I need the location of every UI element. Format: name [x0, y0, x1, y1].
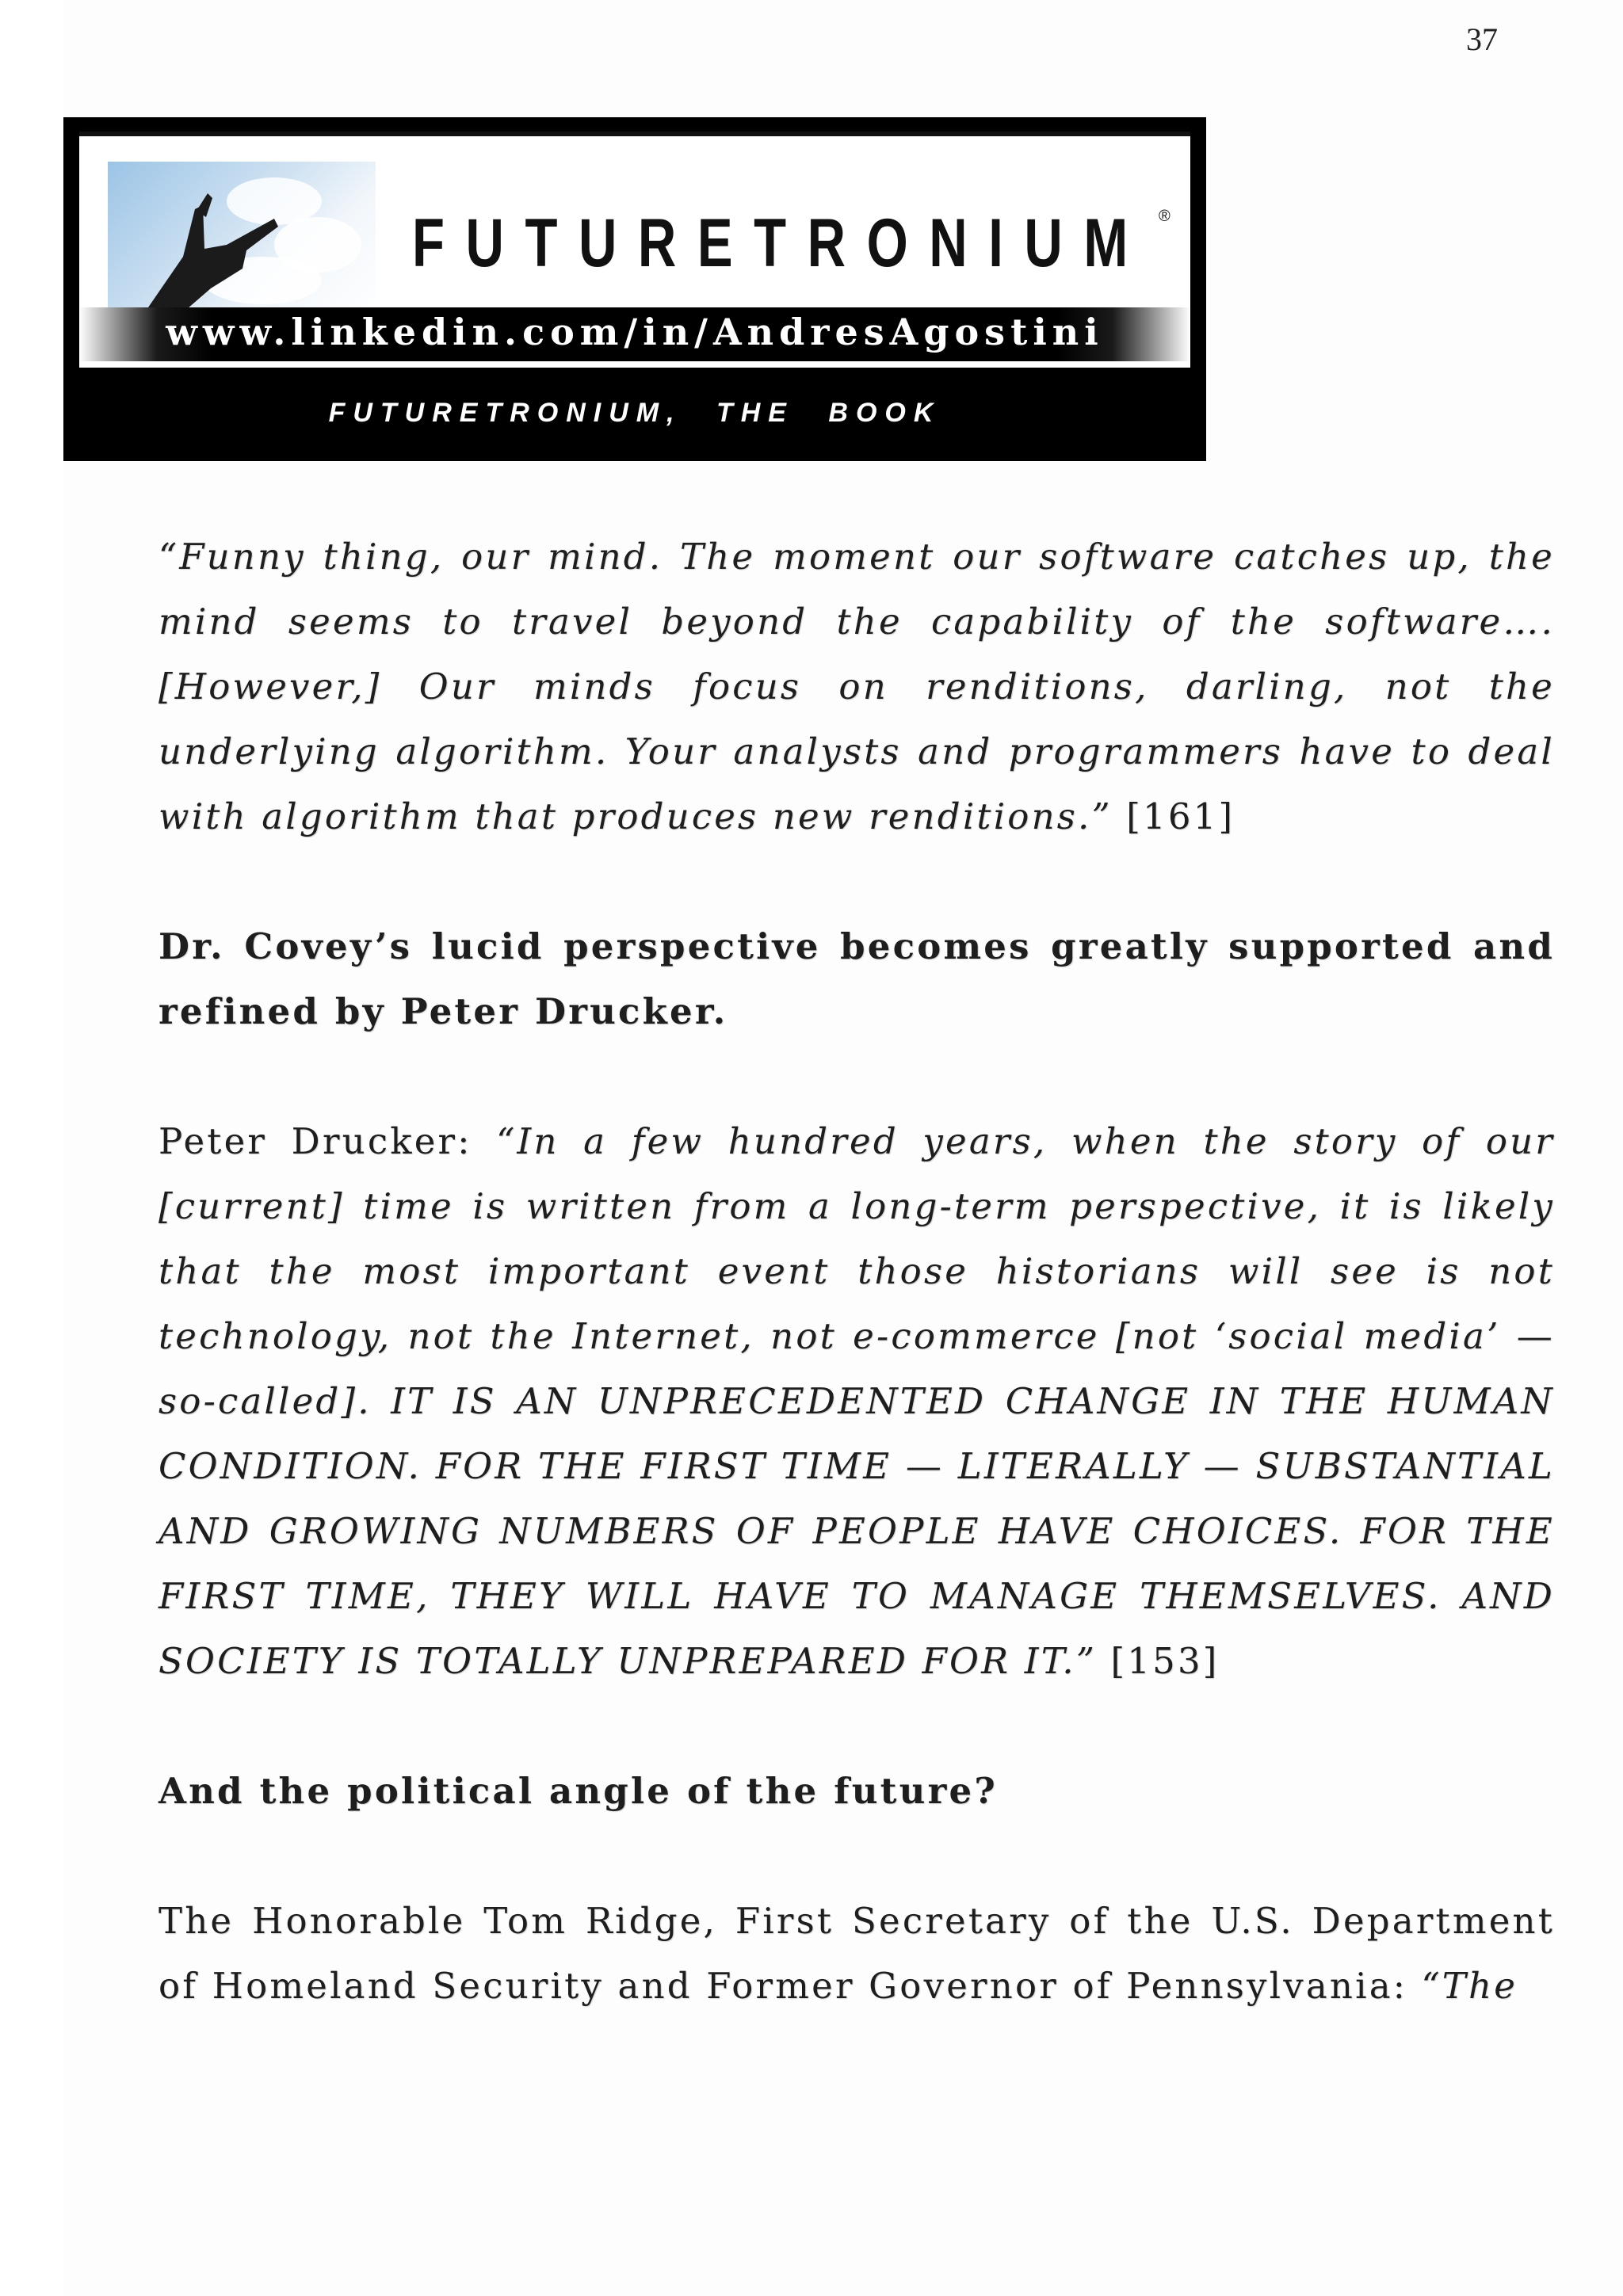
page-number: 37 [1466, 21, 1498, 57]
paragraph-statement-1: Dr. Covey’s lucid perspective becomes greatly supported and refined by Peter Drucker. [158, 925, 1555, 1032]
paragraph-drucker [158, 1109, 1555, 1694]
registered-mark: ® [1159, 208, 1170, 225]
speaker-intro: Peter Drucker: [158, 1120, 497, 1162]
paragraph-quote-1 [158, 524, 1555, 849]
quote-text: “In a few hundred years, when the story of our [current] time is written from a long-term perspective, it is likely that the most important event those historians will see is not technology, not the Internet, not e-commerce [not ‘social media’ — so-called]. IT IS AN UNPRECEDENTED CHANGE IN THE HUMAN CONDITION. FOR THE FIRST TIME — LITERALLY — SUBSTANTIAL AND GROWING NUMBERS OF PEOPLE HAVE CHOICES. FOR THE FIRST TIME, THEY WILL HAVE TO MANAGE THEMSELVES. AND SOCIETY IS TOTALLY UNPREPARED FOR IT.” [158, 1120, 1556, 1682]
quote-text: “Funny thing, our mind. The moment our software catches up, the mind seems to travel beyond the capability of the software…. [However,] Our minds focus on renditions, darling, not the underlying algorithm. Your analysts and programmers have to deal with algorithm that produces new renditions.” [158, 536, 1555, 837]
paragraph-statement-2: And the political angle of the future? [158, 1770, 998, 1812]
linkedin-url: www.linkedin.com/in/AndresAgostini [166, 311, 1104, 353]
banner-top-panel [79, 132, 1190, 368]
banner-rule [79, 132, 1190, 136]
body-text [158, 524, 1555, 2019]
quote-text: “The [1421, 1965, 1518, 2007]
sky-image [108, 162, 376, 320]
citation: [161] [1112, 795, 1235, 837]
speaker-intro: The Honorable Tom Ridge, First Secretary of the U.S. Department of Homeland Security and Former Governor of Pennsylvania: [158, 1900, 1555, 2007]
paragraph-ridge [158, 1889, 1555, 2019]
brand-title: FUTURETRONIUM [412, 205, 1149, 281]
citation: [153] [1097, 1640, 1220, 1682]
banner-subtitle: FUTURETRONIUM, THE BOOK [328, 398, 941, 428]
book-banner [63, 117, 1206, 461]
